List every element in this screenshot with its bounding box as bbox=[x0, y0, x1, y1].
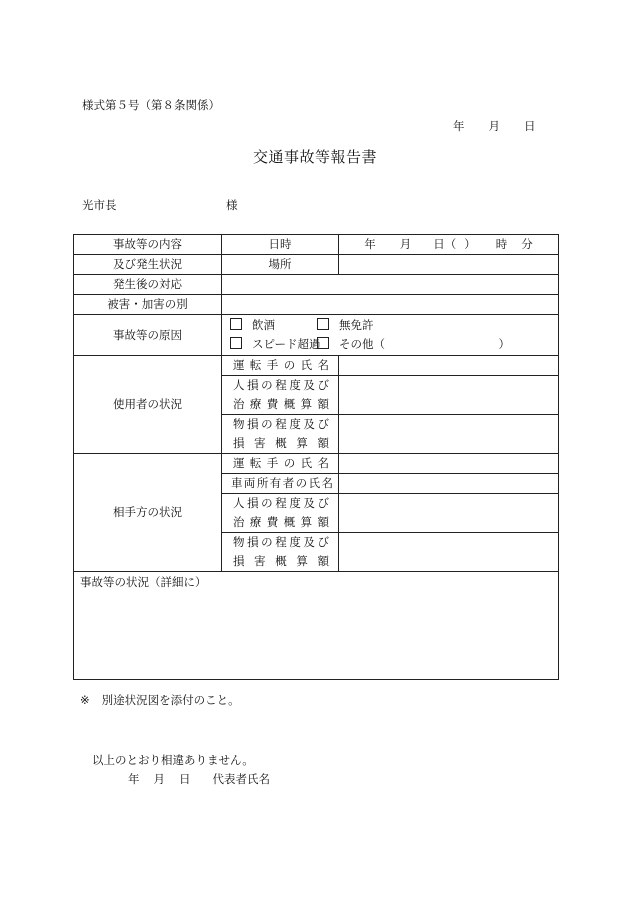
confirmation-text: 以上のとおり相違ありません。 bbox=[92, 753, 254, 767]
opponent-owner-label: 車両所有者の氏名 bbox=[222, 474, 339, 494]
document-title: 交通事故等報告書 bbox=[252, 148, 377, 166]
option-speeding-label: スピード超過 bbox=[252, 337, 321, 351]
sign-month: 月 bbox=[153, 772, 165, 786]
table-row bbox=[74, 275, 559, 295]
user-injury-label-1: 人損の程度及び bbox=[222, 376, 339, 396]
incident-label-2: 及び発生状況 bbox=[74, 255, 222, 275]
victim-field[interactable] bbox=[222, 295, 559, 315]
response-field[interactable] bbox=[222, 275, 559, 295]
opponent-property-label-2: 損害概算額 bbox=[222, 552, 339, 572]
checkbox-drunk[interactable] bbox=[230, 318, 242, 330]
option-drunk-label: 飲酒 bbox=[252, 318, 275, 332]
datetime-day: 日（ bbox=[433, 237, 457, 251]
user-driver-field[interactable] bbox=[339, 356, 559, 376]
header-date-month: 月 bbox=[488, 119, 500, 133]
opponent-section-label: 相手方の状況 bbox=[74, 454, 222, 572]
user-injury-field[interactable] bbox=[339, 376, 559, 415]
table-row bbox=[74, 572, 559, 680]
sign-day: 日 bbox=[179, 772, 191, 786]
user-property-field[interactable] bbox=[339, 415, 559, 454]
user-injury-label-2: 治療費概算額 bbox=[222, 395, 339, 415]
header-date-day: 日 bbox=[524, 119, 536, 133]
opponent-property-field[interactable] bbox=[339, 533, 559, 572]
table-row bbox=[74, 235, 559, 255]
addressee: 光市長 bbox=[82, 198, 117, 212]
checkbox-other[interactable] bbox=[317, 337, 329, 349]
note-text: 別途状況図を添付のこと。 bbox=[101, 693, 240, 707]
table-row bbox=[74, 295, 559, 315]
table-row bbox=[74, 356, 559, 376]
attachment-note bbox=[80, 692, 240, 708]
cause-options bbox=[222, 315, 559, 356]
place-field[interactable] bbox=[339, 255, 559, 275]
user-driver-label: 運転手の氏名 bbox=[222, 356, 339, 376]
option-other-label: その他（ bbox=[339, 337, 385, 351]
opponent-driver-field[interactable] bbox=[339, 454, 559, 474]
sign-year: 年 bbox=[128, 772, 140, 786]
user-property-label-2: 損害概算額 bbox=[222, 434, 339, 454]
opponent-owner-field[interactable] bbox=[339, 474, 559, 494]
details-label: 事故等の状況（詳細に） bbox=[80, 575, 207, 589]
opponent-injury-field[interactable] bbox=[339, 494, 559, 533]
victim-label: 被害・加害の別 bbox=[74, 295, 222, 315]
representative-label: 代表者氏名 bbox=[212, 772, 270, 786]
datetime-month: 月 bbox=[399, 237, 412, 251]
option-other-close: ） bbox=[498, 337, 510, 351]
response-label: 発生後の対応 bbox=[74, 275, 222, 295]
datetime-label: 日時 bbox=[222, 235, 339, 255]
table-row bbox=[74, 454, 559, 474]
checkbox-unlicensed[interactable] bbox=[317, 318, 329, 330]
datetime-hour: 時 bbox=[495, 237, 508, 251]
user-property-label-1: 物損の程度及び bbox=[222, 415, 339, 435]
header-date-year: 年 bbox=[453, 119, 465, 133]
datetime-minute: 分 bbox=[521, 237, 533, 251]
signature-line bbox=[128, 771, 270, 787]
datetime-field[interactable] bbox=[339, 235, 559, 255]
incident-label-1: 事故等の内容 bbox=[74, 235, 222, 255]
cause-label: 事故等の原因 bbox=[74, 315, 222, 356]
checkbox-speeding[interactable] bbox=[230, 337, 242, 349]
honorific: 様 bbox=[226, 198, 238, 212]
user-section-label: 使用者の状況 bbox=[74, 356, 222, 454]
option-unlicensed-label: 無免許 bbox=[339, 318, 374, 332]
note-mark: ※ bbox=[80, 693, 90, 707]
datetime-year: 年 bbox=[364, 237, 376, 251]
opponent-injury-label-2: 治療費概算額 bbox=[222, 513, 339, 533]
header-date bbox=[453, 118, 536, 134]
opponent-driver-label: 運転手の氏名 bbox=[222, 454, 339, 474]
opponent-property-label-1: 物損の程度及び bbox=[222, 533, 339, 553]
place-label: 場所 bbox=[222, 255, 339, 275]
report-table bbox=[73, 234, 559, 680]
form-number: 様式第５号（第８条関係） bbox=[82, 98, 220, 112]
table-row bbox=[74, 255, 559, 275]
datetime-weekday-close: ） bbox=[464, 237, 476, 251]
table-row bbox=[74, 315, 559, 356]
details-field[interactable] bbox=[74, 572, 559, 680]
opponent-injury-label-1: 人損の程度及び bbox=[222, 494, 339, 514]
